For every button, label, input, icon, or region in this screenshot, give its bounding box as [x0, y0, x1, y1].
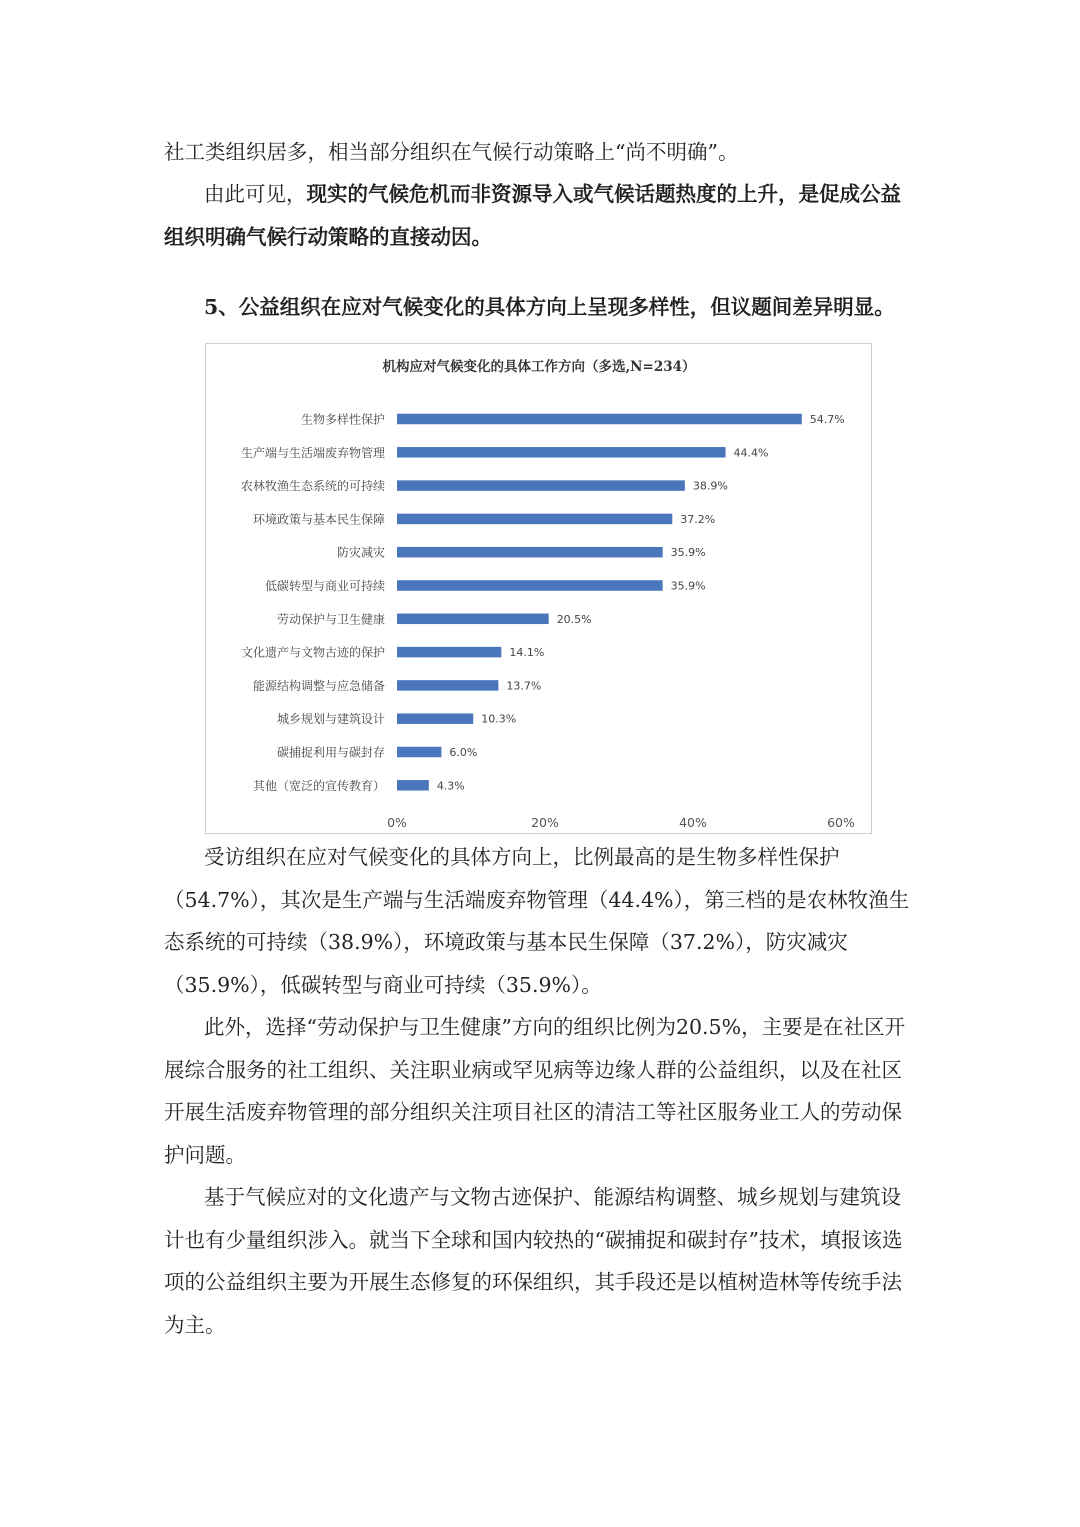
- category-label: 低碳转型与商业可持续: [264, 579, 385, 593]
- value-label: 37.2%: [680, 512, 716, 526]
- bar: [397, 514, 672, 525]
- bar: [397, 447, 726, 458]
- value-label: 35.9%: [670, 546, 706, 560]
- value-label: 44.4%: [733, 446, 769, 460]
- category-label: 环境政策与基本民生保障: [252, 512, 385, 527]
- category-label: 能源结构调整与应急储备: [252, 678, 385, 693]
- category-label: 城乡规划与建筑设计: [276, 712, 385, 727]
- bar: [397, 647, 501, 658]
- section-heading: 5、公益组织在应对气候变化的具体方向上呈现多样性，但议题间差异明显。: [204, 295, 895, 319]
- bar: [397, 680, 498, 691]
- bar-chart: [205, 343, 872, 834]
- bar: [397, 414, 802, 425]
- category-label: 防灾减灾: [336, 545, 385, 560]
- bar: [397, 713, 473, 724]
- x-tick-label: 40%: [679, 815, 707, 830]
- paragraph-continued: 社工类组织居多，相当部分组织在气候行动策略上“尚不明确”。: [164, 140, 739, 164]
- value-label: 6.0%: [449, 746, 478, 759]
- value-label: 4.3%: [436, 779, 465, 793]
- paragraph-analysis: 受访组织在应对气候变化的具体方向上，比例最高的是生物多样性保护（54.7%），其次是生产端与生活端废弃物管理（44.4%），第三档的是农林牧渔生态系统的可持续（38.9%），环境政策与基本民生保障（37.2%），防灾减灾（35.9%），低碳转型与商业可持续（35.9%）。: [164, 845, 910, 997]
- category-label: 劳动保护与卫生健康: [276, 612, 385, 627]
- x-tick-label: 20%: [531, 815, 559, 830]
- x-tick-label: 0%: [387, 815, 407, 830]
- value-label: 54.7%: [809, 413, 845, 426]
- conclusion-prefix: 由此可见，: [204, 182, 307, 206]
- category-label: 农林牧渔生态系统的可持续: [240, 479, 385, 494]
- category-label: 碳捕捉利用与碳封存: [276, 745, 385, 760]
- category-label: 生物多样性保护: [300, 412, 385, 427]
- bar: [397, 780, 429, 791]
- bar: [397, 547, 663, 558]
- bar: [397, 747, 441, 758]
- value-label: 20.5%: [556, 612, 592, 626]
- category-label: 生产端与生活端废弃物管理: [240, 445, 385, 460]
- chart-title: 机构应对气候变化的具体工作方向（多选,N=234）: [382, 359, 696, 375]
- paragraph-conclusion: [164, 173, 920, 258]
- value-label: 35.9%: [670, 579, 706, 593]
- paragraph-other: 基于气候应对的文化遗产与文物古迹保护、能源结构调整、城乡规划与建筑设计也有少量组织涉入。就当下全球和国内较热的“碳捕捉和碳封存”技术，填报该选项的公益组织主要为开展生态修复的环保组织，其手段还是以植树造林等传统手法为主。: [164, 1185, 903, 1337]
- value-label: 38.9%: [692, 479, 728, 493]
- value-label: 14.1%: [509, 646, 545, 660]
- bar: [397, 614, 549, 625]
- x-tick-label: 60%: [827, 815, 855, 830]
- value-label: 13.7%: [506, 679, 542, 693]
- category-label: 其他（宽泛的宣传教育）: [252, 778, 385, 793]
- bar: [397, 580, 663, 591]
- conclusion-bold: 现实的气候危机而非资源导入或气候话题热度的上升，是促成公益组织明确气候行动策略的直接动因。: [164, 182, 901, 249]
- value-label: 10.3%: [481, 712, 517, 726]
- category-label: 文化遗产与文物古迹的保护: [240, 645, 385, 660]
- bar: [397, 480, 685, 491]
- paragraph-labor: 此外，选择“劳动保护与卫生健康”方向的组织比例为20.5%，主要是在社区开展综合服务的社工组织、关注职业病或罕见病等边缘人群的公益组织，以及在社区开展生活废弃物管理的部分组织关注项目社区的清洁工等社区服务业工人的劳动保护问题。: [164, 1015, 906, 1167]
- chart-svg: [206, 344, 873, 835]
